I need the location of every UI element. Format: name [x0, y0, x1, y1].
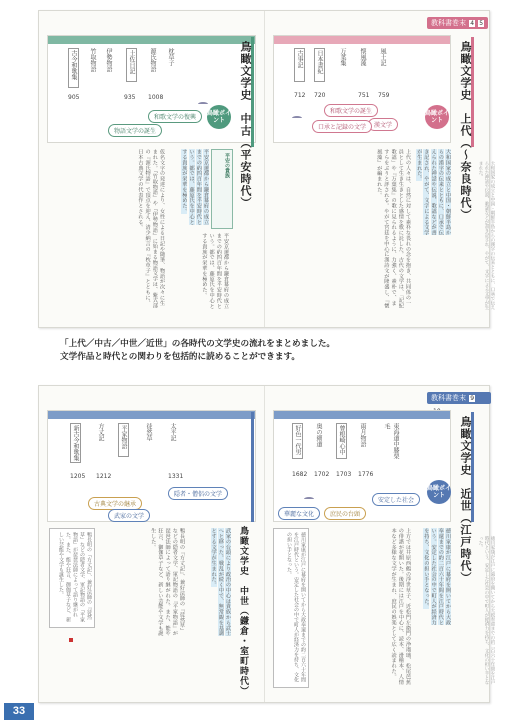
- timeline-work: 東海道中膝栗毛: [383, 423, 399, 459]
- annotation: 和歌文学の復興: [148, 110, 202, 123]
- point-badge: 鳥瞰ポイント: [207, 105, 231, 129]
- timeline-work: 雨月物語: [359, 423, 366, 447]
- timeline-work: 奥の細道: [315, 423, 322, 447]
- timeline-year: 935: [124, 94, 136, 101]
- timeline-work: 徒然草: [145, 423, 152, 441]
- page-tab: 教科書巻末 9: [427, 392, 491, 404]
- page-chusei: [39, 386, 265, 702]
- timeline-work: 太平記: [169, 423, 176, 441]
- timeline-work: 日本書紀: [314, 48, 325, 82]
- annotation: 物語文学の誕生: [108, 124, 162, 137]
- top-spread: [38, 10, 495, 328]
- note-box: 徳川家康が江戸に幕府を開いてから大政奉還までの約二百六十年間を江戸時代という。安定した社会の中で町人が経済力を持ち、文化の担い手となった。: [273, 528, 309, 688]
- caption-line: 文学作品と時代との関わりを包括的に読めることができます。: [60, 352, 300, 362]
- timeline-work: 竹取物語: [89, 48, 96, 72]
- annotation: 隠者・僧侶の文学: [168, 487, 228, 500]
- timeline-work: 源氏物語: [149, 48, 156, 72]
- annotation: 武家の文学: [108, 509, 150, 522]
- timeline-year: 720: [314, 92, 326, 99]
- timeline-work: 伊勢物語: [105, 48, 112, 72]
- note-box: 鴨長明の『方丈記』、兼好法師の『徒然草』などの隠者文学、軍記物語の『平家物語』が琵琶法師によって語り継がれた。また、能や狂言、御伽草子など、新しい芸能や文学も誕生した。: [49, 528, 95, 628]
- timeline-work: 枕草子: [167, 48, 174, 66]
- timeline-year: 751: [358, 92, 370, 99]
- bottom-spread: [38, 385, 495, 703]
- page-tab: 教科書巻末 4 5: [427, 17, 488, 29]
- timeline-year: 1212: [96, 473, 112, 480]
- timeline-work: 風土記: [379, 48, 386, 66]
- point-badge: 鳥瞰ポイント: [427, 480, 451, 504]
- body-text: 上方では井原西鶴の浮世草子、近松門左衛門の浄瑠璃、松尾芭蕉の俳諧が花開いた。後期には江戸を中心に、読本、滑稽本、人情本など多様な文学が生まれ、庶民の娯楽として広く読まれた。: [390, 528, 411, 685]
- lead-text: 大和国家の成立と中国・朝鮮半島からの漢字の伝来とともに、口承で伝えられた神話や伝説、歌謡などが書き記され、やがて、文字による文学が生まれた。: [416, 149, 451, 236]
- annotation: 古典文学の継承: [88, 497, 142, 510]
- timeline-work: 古今和歌集: [68, 48, 79, 88]
- caption-line: 「上代／中古／中世／近世」の各時代の文学史の流れをまとめました。: [60, 339, 336, 349]
- footnote-marker: [69, 638, 73, 642]
- body-text: 鴨長明の『方丈記』、兼好法師の『徒然草』などの隠者文学、軍記物語の『平家物語』が琵琶法師によって語り継がれた。また、能や狂言、御伽草子など、新しい芸能や文学も誕生した。: [150, 528, 185, 636]
- timeline-year: 712: [294, 92, 306, 99]
- lead-text: 徳川家康が江戸に幕府を開いてから大政奉還までの約二百六十年間を江戸時代という。安定した社会の中で町人が経済力を持ち、文化の担い手となった。: [423, 528, 451, 626]
- timeline-work: 新古今和歌集: [72, 425, 79, 461]
- lead-label: 平安の貴族: [224, 153, 230, 178]
- side-note: 徳川家康が江戸に幕府を開いてから大政奉還までの約二百六十年間を江戸時代という。安定した社会の中で町人が経済力を持ち、文化の担い手となった。: [478, 536, 495, 685]
- timeline-year: 1776: [358, 471, 374, 478]
- point-badge: 鳥瞰ポイント: [425, 105, 449, 129]
- timeline-work: 曾根崎心中: [336, 423, 347, 459]
- timeline-work: 平家物語: [118, 423, 129, 457]
- section-title: 鳥瞰文学史 中世（鎌倉・室町時代）: [238, 526, 248, 696]
- page-jodai: [265, 11, 495, 327]
- lead-text: 武家の台頭により政治の中心は貴族から武士へと移った。戦乱が続く中で、無常観を基調とする文学が生まれた。: [210, 528, 231, 636]
- lead-text: 平安京遷都から鎌倉幕府の成立までの約四百年間を平安時代という。都では、藤原氏を中心とする貴族が栄華を極めた。: [181, 149, 209, 225]
- timeline-chusei: [47, 410, 256, 522]
- timeline-work: 方丈記: [97, 423, 104, 441]
- bird-icon: [198, 102, 208, 106]
- annotation: 漢文学: [368, 118, 398, 131]
- timeline-year: 1703: [336, 471, 352, 478]
- annotation: 庶民の台頭: [324, 507, 366, 520]
- timeline-work: 万葉集: [339, 48, 346, 66]
- timeline-work: 懐風藻: [359, 48, 366, 66]
- lead-box: [211, 149, 233, 229]
- body-text: 上代の人々は、自然に対して素朴な畏れの念を抱き、共同体の一員として生き生きとした感情を歌に託した。古代の文学は、「記紀歌謡」や『万葉集』の歌に見られるように、力強く、素朴で、ますらをぶりと評される。やがて宮廷を中心に漢詩文が隆盛し、『懐風藻』が編まれた。: [376, 149, 411, 309]
- annotation: 和歌文学の誕生: [324, 104, 378, 117]
- annotation: 華麗な文化: [278, 507, 320, 520]
- timeline-work: 土佐日記: [126, 48, 137, 82]
- page-chuko: [39, 11, 265, 327]
- annotation: 安定した社会: [372, 493, 420, 506]
- timeline-year: 1702: [314, 471, 330, 478]
- bird-icon: [304, 497, 314, 501]
- timeline-work: 好色一代男: [292, 423, 303, 459]
- timeline-year: 905: [68, 94, 80, 101]
- section-title: 鳥瞰文学史 中古（平安時代）: [239, 41, 252, 209]
- timeline-year: 1682: [292, 471, 308, 478]
- page-kinsei: [265, 386, 495, 702]
- timeline-kinsei: [273, 410, 451, 522]
- timeline-jodai: [273, 35, 451, 143]
- annotation: 口承と記録の文学: [312, 120, 372, 133]
- section-title: 鳥瞰文学史 近世（江戸時代）: [459, 416, 472, 584]
- side-note: 大和国家の成立と中国・朝鮮半島からの漢字の伝来とともに、口承で伝えられた神話や伝説、歌謡などが書き記され、やがて、文字による文学が生まれた。: [478, 161, 495, 310]
- bird-icon: [292, 116, 302, 120]
- section-title: 鳥瞰文学史 上代（〜奈良時代）: [459, 41, 472, 221]
- body-text-continued: 平安京遷都から鎌倉幕府の成立までの約四百年間を平安時代という。都では、藤原氏を中心とする貴族が栄華を極めた。: [201, 233, 229, 309]
- timeline-year: 1008: [148, 94, 164, 101]
- body-text: 仮名文字の発達により、女性による日記や随筆、物語が次々に生まれた。『竹取物語』や『伊勢物語』に始まる物語文学は、紫式部の『源氏物語』で頂点を迎え、清少納言の『枕草子』とともに、日本古典文学の代表作とされる。: [137, 149, 165, 309]
- timeline-year: 759: [378, 92, 390, 99]
- caption: [60, 338, 390, 364]
- timeline-year: 1205: [70, 473, 86, 480]
- page-number: 33: [4, 703, 34, 720]
- timeline-work: 古事記: [294, 48, 305, 82]
- timeline-year: 1331: [168, 473, 184, 480]
